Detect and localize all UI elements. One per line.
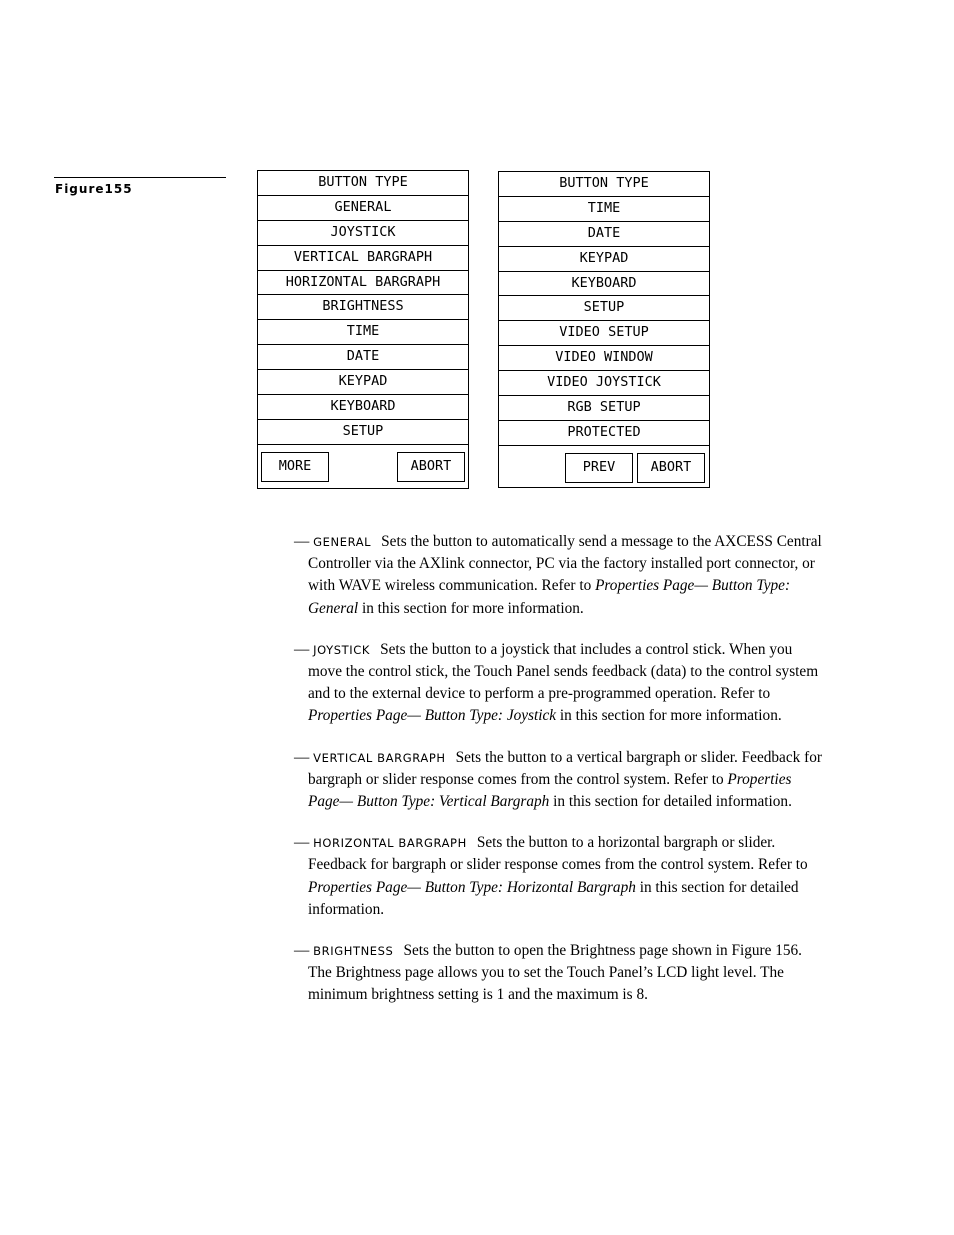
abort-button[interactable]: ABORT <box>397 452 465 482</box>
option-keypad[interactable]: KEYPAD <box>258 370 468 395</box>
dash: — <box>294 942 314 960</box>
option-video-joystick[interactable]: VIDEO JOYSTICK <box>499 371 709 396</box>
option-time[interactable]: TIME <box>258 320 468 345</box>
option-horizontal-bargraph[interactable]: HORIZONTAL BARGRAPH <box>258 271 468 296</box>
option-setup[interactable]: SETUP <box>258 420 468 445</box>
more-button[interactable]: MORE <box>261 452 329 482</box>
description: Sets the button to a joystick that includes a control stick. When you move the control stick, the Touch Panel sends feedback (data) to the control system and to the external device to perform a pre-programmed operation. Refer to <box>308 640 819 703</box>
panel-header: BUTTON TYPE <box>258 171 468 196</box>
cross-reference: Properties Page— Button Type: Joystick <box>308 707 557 725</box>
description: Sets the button to a vertical bargraph or slider. Feedback for bargraph or slider response comes from the control system. Refer to <box>308 748 822 788</box>
option-keyboard[interactable]: KEYBOARD <box>499 272 709 297</box>
option-setup[interactable]: SETUP <box>499 296 709 321</box>
dash: — <box>294 533 314 550</box>
definition-joystick <box>294 639 824 728</box>
definition-list <box>294 531 824 1026</box>
description-end: in this section for detailed information. <box>308 878 799 918</box>
definition-general <box>294 531 824 620</box>
option-video-window[interactable]: VIDEO WINDOW <box>499 346 709 371</box>
panel-footer <box>258 445 468 489</box>
dash: — <box>294 834 314 852</box>
description: Sets the button to open the Brightness page shown in Figure 156. The Brightness page allows you to set the Touch Panel’s LCD light level. The minimum brightness setting is 1 and the maximum is 8. <box>308 942 802 1004</box>
figure-rule <box>54 177 226 178</box>
description-end: in this section for detailed information. <box>549 793 792 811</box>
definition-horizontal-bargraph <box>294 832 824 921</box>
prev-button[interactable]: PREV <box>565 453 633 483</box>
figure-label: Figure155 <box>55 182 133 196</box>
option-rgb-setup[interactable]: RGB SETUP <box>499 396 709 421</box>
dash: — <box>294 748 314 766</box>
description-end: in this section for more information. <box>358 599 584 617</box>
option-general[interactable]: GENERAL <box>258 196 468 221</box>
cross-reference: Properties Page— Button Type: Vertical Bargraph <box>308 770 792 811</box>
option-keypad[interactable]: KEYPAD <box>499 247 709 272</box>
term: HORIZONTAL BARGRAPH <box>313 836 467 851</box>
term: JOYSTICK <box>313 642 371 657</box>
definition-vertical-bargraph <box>294 747 824 814</box>
option-brightness[interactable]: BRIGHTNESS <box>258 295 468 320</box>
option-joystick[interactable]: JOYSTICK <box>258 221 468 246</box>
option-date[interactable]: DATE <box>499 222 709 247</box>
button-type-panel-page-2 <box>498 171 710 488</box>
option-video-setup[interactable]: VIDEO SETUP <box>499 321 709 346</box>
button-type-panel-page-1 <box>257 170 469 489</box>
cross-reference: Properties Page— Button Type: Horizontal Bargraph <box>308 878 636 896</box>
description: Sets the button to a horizontal bargraph or slider. Feedback for bargraph or slider response comes from the control system. Refer to <box>308 834 808 874</box>
description: Sets the button to automatically send a message to the AXCESS Central Controller via the AXlink connector, PC via the factory installed port connector, or with WAVE wireless communication. Refer to <box>308 533 822 595</box>
abort-button[interactable]: ABORT <box>637 453 705 483</box>
option-protected[interactable]: PROTECTED <box>499 421 709 446</box>
option-vertical-bargraph[interactable]: VERTICAL BARGRAPH <box>258 246 468 271</box>
term: GENERAL <box>313 535 372 549</box>
term: VERTICAL BARGRAPH <box>313 750 446 765</box>
description-end: in this section for more information. <box>556 707 782 725</box>
dash: — <box>294 640 314 658</box>
cross-reference: Properties Page— Button Type: General <box>308 577 791 617</box>
panel-header: BUTTON TYPE <box>499 172 709 197</box>
definition-brightness <box>294 940 824 1007</box>
term: BRIGHTNESS <box>313 944 394 959</box>
option-date[interactable]: DATE <box>258 345 468 370</box>
panel-footer <box>499 446 709 490</box>
option-keyboard[interactable]: KEYBOARD <box>258 395 468 420</box>
option-time[interactable]: TIME <box>499 197 709 222</box>
